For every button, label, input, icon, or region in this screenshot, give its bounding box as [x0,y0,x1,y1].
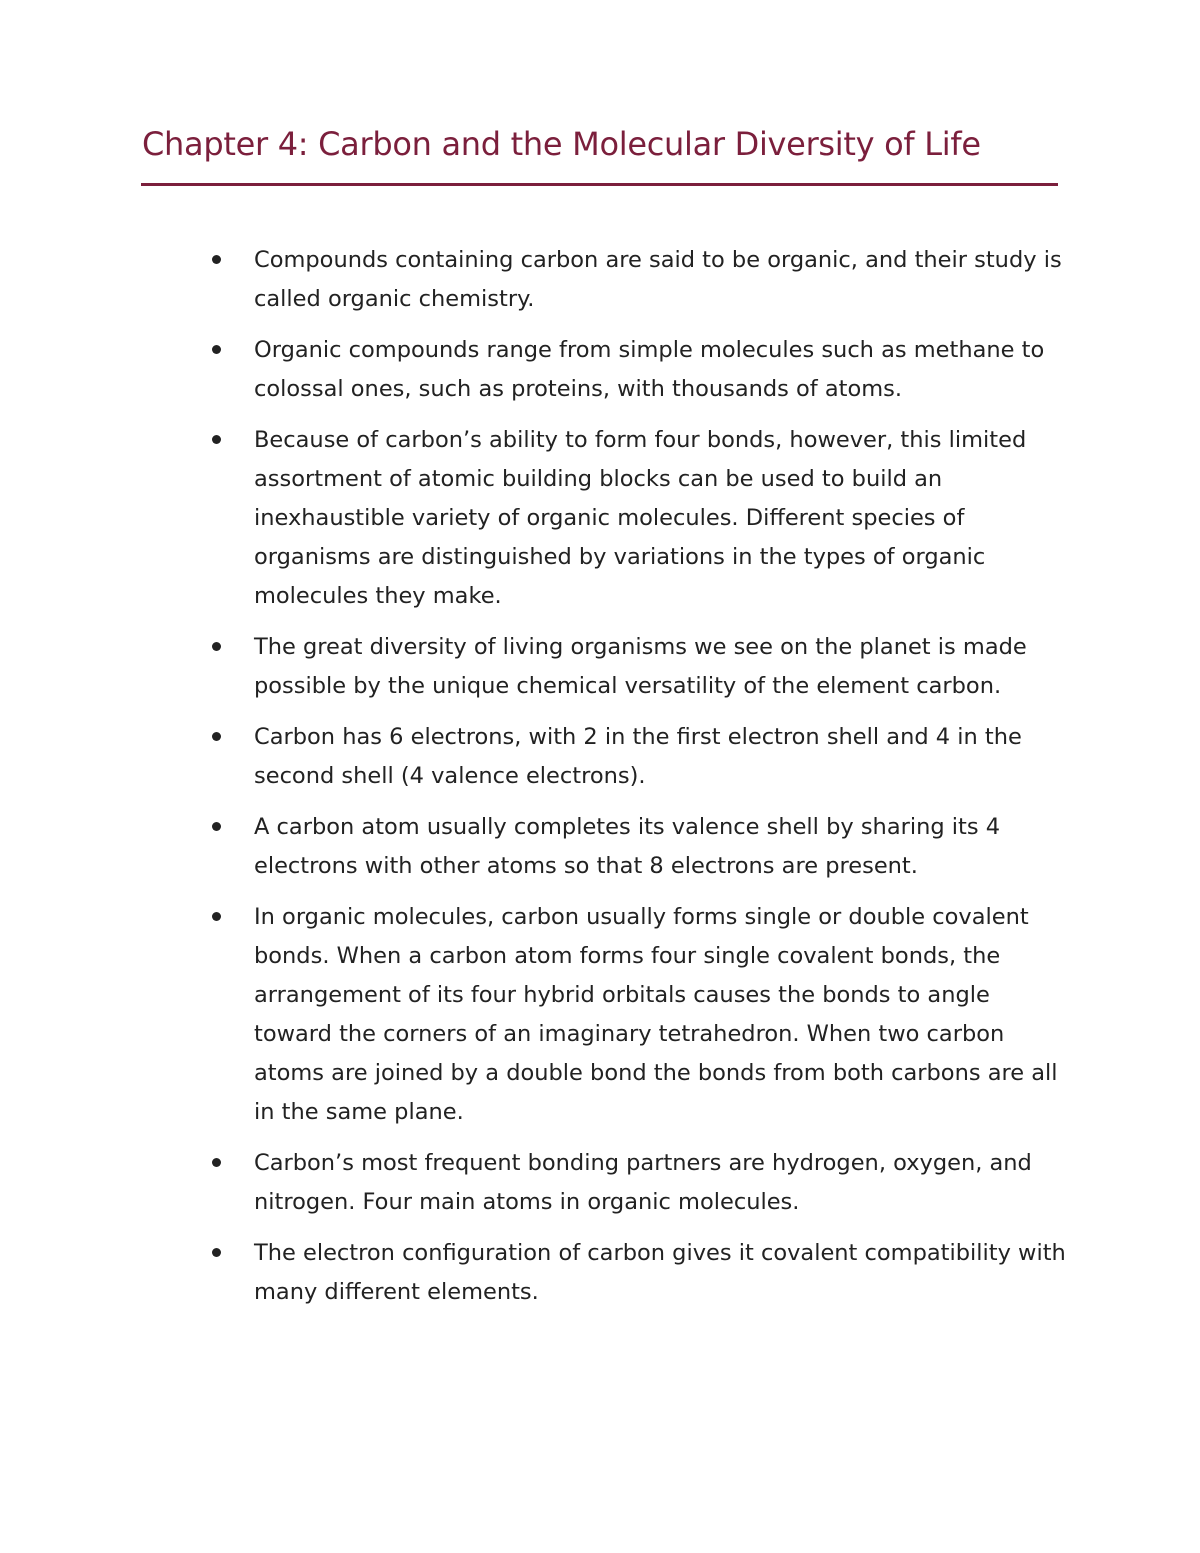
list-item-text: A carbon atom usually completes its valence shell by sharing its 4 electrons with other atoms so that 8 electrons are present. [254,814,1001,879]
bullet-icon [212,822,221,831]
bullet-icon [212,732,221,741]
bullet-icon [212,435,221,444]
bullet-icon [212,912,221,921]
list-item [212,808,1072,886]
list-item [212,331,1072,409]
list-item-text: The electron configuration of carbon gives it covalent compatibility with many different elements. [254,1240,1066,1305]
list-item [212,718,1072,796]
list-item-text: In organic molecules, carbon usually forms single or double covalent bonds. When a carbon atom forms four single covalent bonds, the arrangement of its four hybrid orbitals causes the bonds to angle toward the corners of an imaginary tetrahedron. When two carbon atoms are joined by a double bond the bonds from both carbons are all in the same plane. [254,904,1058,1125]
list-item-text: Carbon has 6 electrons, with 2 in the first electron shell and 4 in the second shell (4 valence electrons). [254,724,1022,789]
list-item-text: The great diversity of living organisms we see on the planet is made possible by the unique chemical versatility of the element carbon. [254,634,1027,699]
list-item-text: Carbon’s most frequent bonding partners are hydrogen, oxygen, and nitrogen. Four main atoms in organic molecules. [254,1150,1032,1215]
list-item [212,241,1072,319]
title-divider [141,183,1058,186]
list-item-text: Organic compounds range from simple molecules such as methane to colossal ones, such as proteins, with thousands of atoms. [254,337,1045,402]
list-item [212,1234,1072,1312]
list-item [212,898,1072,1132]
bullet-icon [212,345,221,354]
bullet-icon [212,1158,221,1167]
list-item-text: Compounds containing carbon are said to be organic, and their study is called organic chemistry. [254,247,1062,312]
bullet-icon [212,1248,221,1257]
list-item [212,1144,1072,1222]
bullet-icon [212,255,221,264]
list-item [212,628,1072,706]
bullet-icon [212,642,221,651]
list-item-text: Because of carbon’s ability to form four bonds, however, this limited assortment of atomic building blocks can be used to build an inexhaustible variety of organic molecules. Different species of organisms are distinguished by variations in the types of organic molecules they make. [254,427,1027,609]
bullet-list [212,241,1072,1324]
page-title: Chapter 4: Carbon and the Molecular Diversity of Life [142,125,981,163]
list-item [212,421,1072,616]
